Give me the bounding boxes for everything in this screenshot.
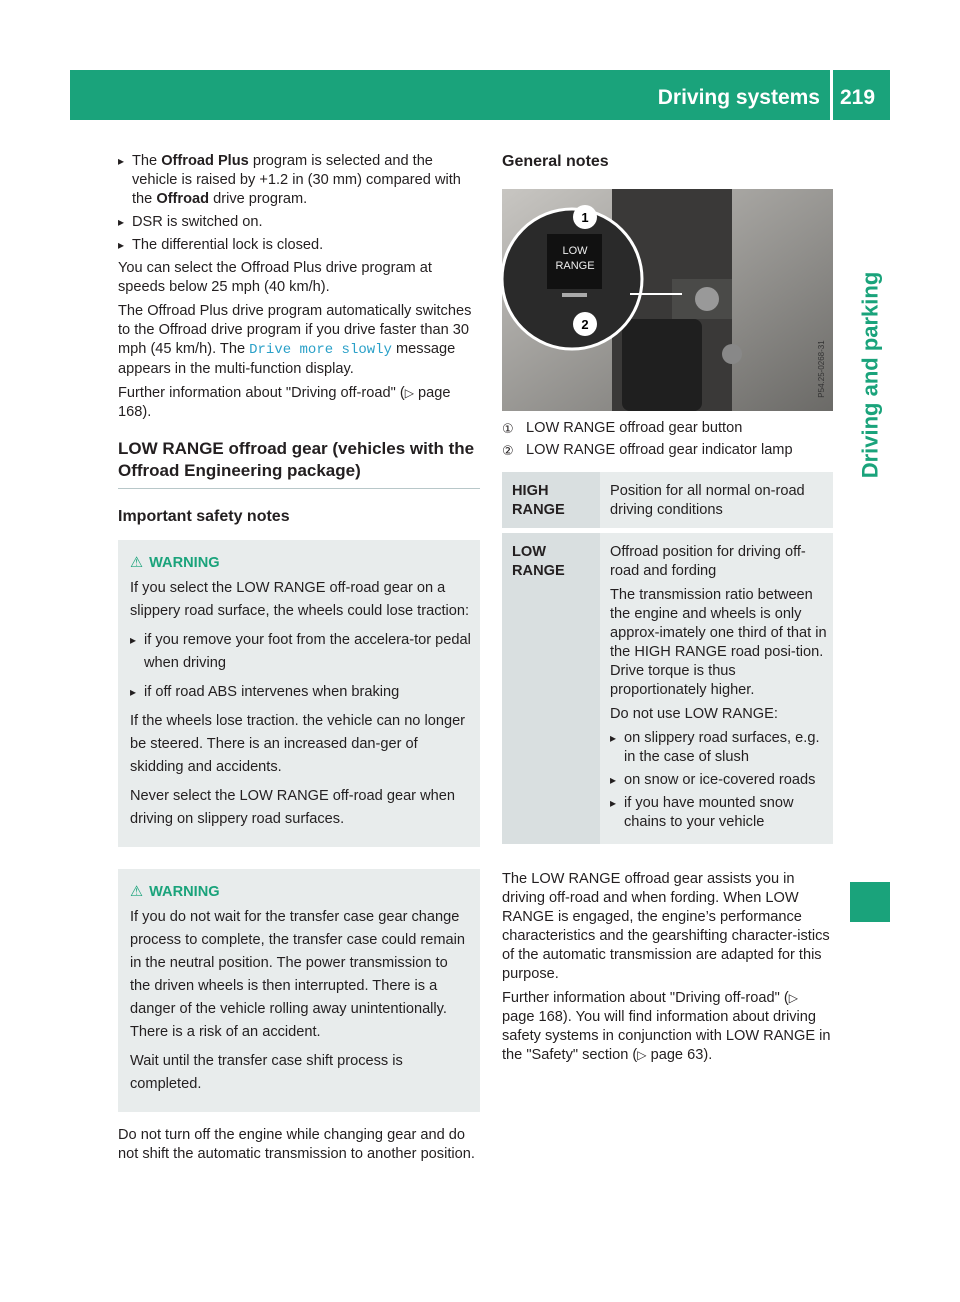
warning-box xyxy=(118,869,480,1112)
list-item: ▸ on snow or ice-covered roads xyxy=(610,771,827,790)
table-row xyxy=(502,472,833,528)
list-item: ▸ if you have mounted snow chains to your vehicle xyxy=(610,794,827,832)
list-item: ▸ on slippery road surfaces, e.g. in the case of slush xyxy=(610,729,827,767)
paragraph: Do not turn off the engine while changing gear and do not shift the automatic transmission to another position. xyxy=(118,1127,475,1162)
callout-1: 1 xyxy=(581,210,589,225)
list-item: ▸ The differential lock is closed. xyxy=(118,236,480,255)
table-row xyxy=(502,533,833,844)
warning-text: Never select the LOW RANGE off-road gear when driving on slippery road surfaces. xyxy=(130,788,455,827)
section-title: Driving systems xyxy=(657,86,820,109)
page-number: 219 xyxy=(840,86,876,109)
photo-label: RANGE xyxy=(555,260,595,272)
paragraph: Further information about "Driving off-road" (▷ page 168). You will find information about driving safety systems in conjunction with LOW RANGE in the "Safety" section (▷ page 63). xyxy=(502,990,831,1063)
display-message: Drive more slowly xyxy=(249,342,392,358)
left-column xyxy=(118,152,480,1169)
console-photo xyxy=(502,189,833,411)
list-item: ▸ if you remove your foot from the accelera-tor pedal when driving xyxy=(130,629,472,675)
warning-text: If you do not wait for the transfer case gear change process to complete, the transfer case could remain in the neutral position. The power transmission to the driven wheels is then interrupted. There is a danger of the vehicle rolling away unintentionally. There is a risk of an accident. xyxy=(130,909,466,1040)
header-divider xyxy=(830,70,833,120)
warning-text: Wait until the transfer case shift process is completed. xyxy=(130,1053,403,1092)
chapter-marker xyxy=(850,882,890,922)
subsection-heading: Important safety notes xyxy=(118,508,290,525)
legend-item: ② LOW RANGE offroad gear indicator lamp xyxy=(502,442,793,458)
subsection-heading: General notes xyxy=(502,153,609,170)
page-ref-arrow-icon: ▷ xyxy=(637,1048,647,1062)
list-item: ▸ The Offroad Plus program is selected and the vehicle is raised by +1.2 in (30 mm) compared with the Offroad drive program. xyxy=(118,152,480,209)
chapter-tab: Driving and parking xyxy=(857,271,883,479)
warning-text: If the wheels lose traction. the vehicle can no longer be steered. There is an increased dan-ger of skidding and accidents. xyxy=(130,713,466,775)
warning-box xyxy=(118,540,480,847)
warning-triangle-icon: ⚠ xyxy=(130,555,144,571)
paragraph: You can select the Offroad Plus drive program at speeds below 25 mph (40 km/h). xyxy=(118,260,432,295)
paragraph: The Offroad Plus drive program automatically switches to the Offroad drive program if you drive faster than 30 mph (45 km/h). The Drive more slowly message appears in the multi-function display. xyxy=(118,303,472,377)
range-table xyxy=(502,472,833,844)
photo-label: LOW xyxy=(562,245,588,257)
table-head: HIGH RANGE xyxy=(502,472,600,528)
table-cell: Offroad position for driving off-road and fording The transmission ratio between the engine and wheels is only approx-imately one third of that in the HIGH RANGE road posi-tion. Drive torque is thus proportionately higher. Do not use LOW RANGE: ▸ on slippery road surfaces, e.g. in the case of slush ▸ on snow or ice-covered roads ▸ if you have mounted snow chains to your vehicle xyxy=(600,533,833,844)
page-ref-arrow-icon: ▷ xyxy=(404,386,414,400)
section-heading: LOW RANGE offroad gear (vehicles with the Offroad Engineering package) xyxy=(118,438,480,489)
page-ref-arrow-icon: ▷ xyxy=(788,991,798,1005)
warning-title: WARNING xyxy=(149,884,220,900)
photo-code: P54.25-0268-31 xyxy=(817,340,826,398)
paragraph: The LOW RANGE offroad gear assists you in driving off-road and when fording. When LOW RANGE is engaged, the engine’s performance characteristics and the gearshifting character-istics of the automatic transmission are adapted for this purpose. xyxy=(502,871,830,982)
warning-triangle-icon: ⚠ xyxy=(130,884,144,900)
table-cell: Position for all normal on-road driving conditions xyxy=(600,472,833,528)
legend-item: ① LOW RANGE offroad gear button xyxy=(502,420,743,436)
warning-title: WARNING xyxy=(149,555,220,571)
warning-text: If you select the LOW RANGE off-road gear on a slippery road surface, the wheels could lose traction: xyxy=(130,580,470,619)
list-item: ▸ DSR is switched on. xyxy=(118,213,480,232)
table-head: LOW RANGE xyxy=(502,533,600,844)
right-column xyxy=(502,152,834,1070)
list-item: ▸ if off road ABS intervenes when braking xyxy=(130,681,472,704)
callout-2: 2 xyxy=(581,317,589,332)
paragraph: Further information about "Driving off-road" (▷ page 168). xyxy=(118,385,451,420)
